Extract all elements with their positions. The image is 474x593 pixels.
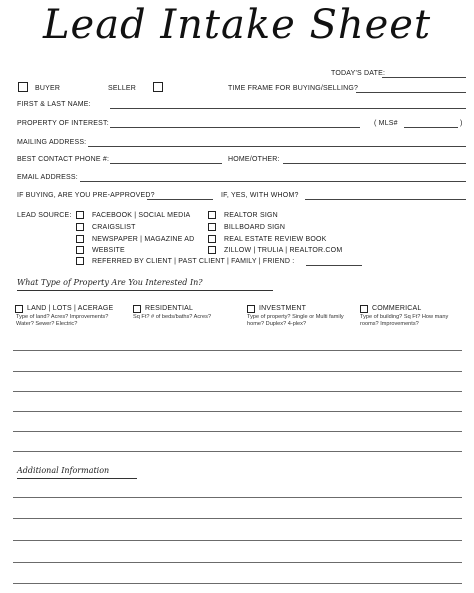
mls-close-paren: ) <box>460 120 463 127</box>
property-interest-label: PROPERTY OF INTEREST: <box>17 120 109 127</box>
additional-info-heading: Additional Information <box>17 466 110 475</box>
name-field[interactable] <box>110 108 466 109</box>
mls-field[interactable] <box>404 127 458 128</box>
referred-label: REFERRED BY CLIENT | PAST CLIENT | FAMILY | FRIEND : <box>92 258 295 265</box>
referred-field[interactable] <box>306 265 362 266</box>
page-title: Lead Intake Sheet <box>42 2 432 48</box>
todays-date-label: TODAY'S DATE: <box>331 70 386 77</box>
time-frame-label: TIME FRAME FOR BUYING/SELLING? <box>228 85 359 92</box>
writing-line[interactable] <box>13 371 462 372</box>
todays-date-field[interactable] <box>382 77 466 78</box>
writing-line[interactable] <box>13 350 462 351</box>
email-label: EMAIL ADDRESS: <box>17 174 78 181</box>
lead-source-option: REALTOR SIGN <box>224 212 278 219</box>
billboard-checkbox[interactable] <box>208 223 216 231</box>
buyer-checkbox[interactable] <box>18 82 28 92</box>
referred-checkbox[interactable] <box>76 257 84 265</box>
email-field[interactable] <box>80 181 466 182</box>
writing-line[interactable] <box>13 583 462 584</box>
property-interest-field[interactable] <box>110 127 360 128</box>
preapproved-field[interactable] <box>147 199 213 200</box>
lead-source-option: WEBSITE <box>92 247 125 254</box>
lead-source-option: NEWSPAPER | MAGAZINE AD <box>92 236 195 243</box>
property-type-label: COMMERICAL <box>372 305 422 312</box>
lead-source-option: REAL ESTATE REVIEW BOOK <box>224 236 327 243</box>
commercial-checkbox[interactable] <box>360 305 368 313</box>
writing-line[interactable] <box>13 497 462 498</box>
property-type-detail: Sq Ft? # of beds/baths? Acres? <box>133 314 212 320</box>
property-type-detail: Type of land? Acres? Improvements? Water? Sewer? Electric? <box>16 314 109 327</box>
lead-source-label: LEAD SOURCE: <box>17 212 72 219</box>
lead-source-option: BILLBOARD SIGN <box>224 224 286 231</box>
writing-line[interactable] <box>13 391 462 392</box>
heading-underline <box>17 290 273 291</box>
property-type-label: INVESTMENT <box>259 305 307 312</box>
seller-checkbox[interactable] <box>153 82 163 92</box>
property-type-label: LAND | LOTS | ACERAGE <box>27 305 114 312</box>
website-checkbox[interactable] <box>76 246 84 254</box>
home-other-field[interactable] <box>283 163 466 164</box>
property-type-heading: What Type of Property Are You Interested In? <box>17 278 203 287</box>
heading-underline <box>17 478 137 479</box>
with-whom-label: IF, YES, WITH WHOM? <box>221 192 299 199</box>
writing-line[interactable] <box>13 431 462 432</box>
residential-checkbox[interactable] <box>133 305 141 313</box>
writing-line[interactable] <box>13 562 462 563</box>
investment-checkbox[interactable] <box>247 305 255 313</box>
preapproved-label: IF BUYING, ARE YOU PRE-APPROVED? <box>17 192 155 199</box>
property-type-detail: Type of property? Single or Multi family home? Duplex? 4-plex? <box>247 314 344 327</box>
with-whom-field[interactable] <box>305 199 466 200</box>
buyer-label: BUYER <box>35 85 61 92</box>
property-type-label: RESIDENTIAL <box>145 305 194 312</box>
time-frame-field[interactable] <box>356 92 466 93</box>
best-contact-field[interactable] <box>110 163 222 164</box>
zillow-checkbox[interactable] <box>208 246 216 254</box>
writing-line[interactable] <box>13 451 462 452</box>
writing-line[interactable] <box>13 540 462 541</box>
home-other-label: HOME/OTHER: <box>228 156 280 163</box>
lead-source-option: FACEBOOK | SOCIAL MEDIA <box>92 212 191 219</box>
property-type-detail: Type of building? Sq Ft? How many rooms? Improvements? <box>360 314 449 327</box>
realtor-sign-checkbox[interactable] <box>208 211 216 219</box>
review-book-checkbox[interactable] <box>208 235 216 243</box>
mls-label: ( MLS# <box>374 120 398 127</box>
mailing-address-field[interactable] <box>88 146 466 147</box>
lead-source-option: CRAIGSLIST <box>92 224 136 231</box>
writing-line[interactable] <box>13 518 462 519</box>
best-contact-label: BEST CONTACT PHONE #: <box>17 156 110 163</box>
name-label: FIRST & LAST NAME: <box>17 101 91 108</box>
craigslist-checkbox[interactable] <box>76 223 84 231</box>
facebook-checkbox[interactable] <box>76 211 84 219</box>
seller-label: SELLER <box>108 85 137 92</box>
land-checkbox[interactable] <box>15 305 23 313</box>
lead-source-option: ZILLOW | TRULIA | REALTOR.COM <box>224 247 343 254</box>
mailing-address-label: MAILING ADDRESS: <box>17 139 87 146</box>
newspaper-checkbox[interactable] <box>76 235 84 243</box>
writing-line[interactable] <box>13 411 462 412</box>
